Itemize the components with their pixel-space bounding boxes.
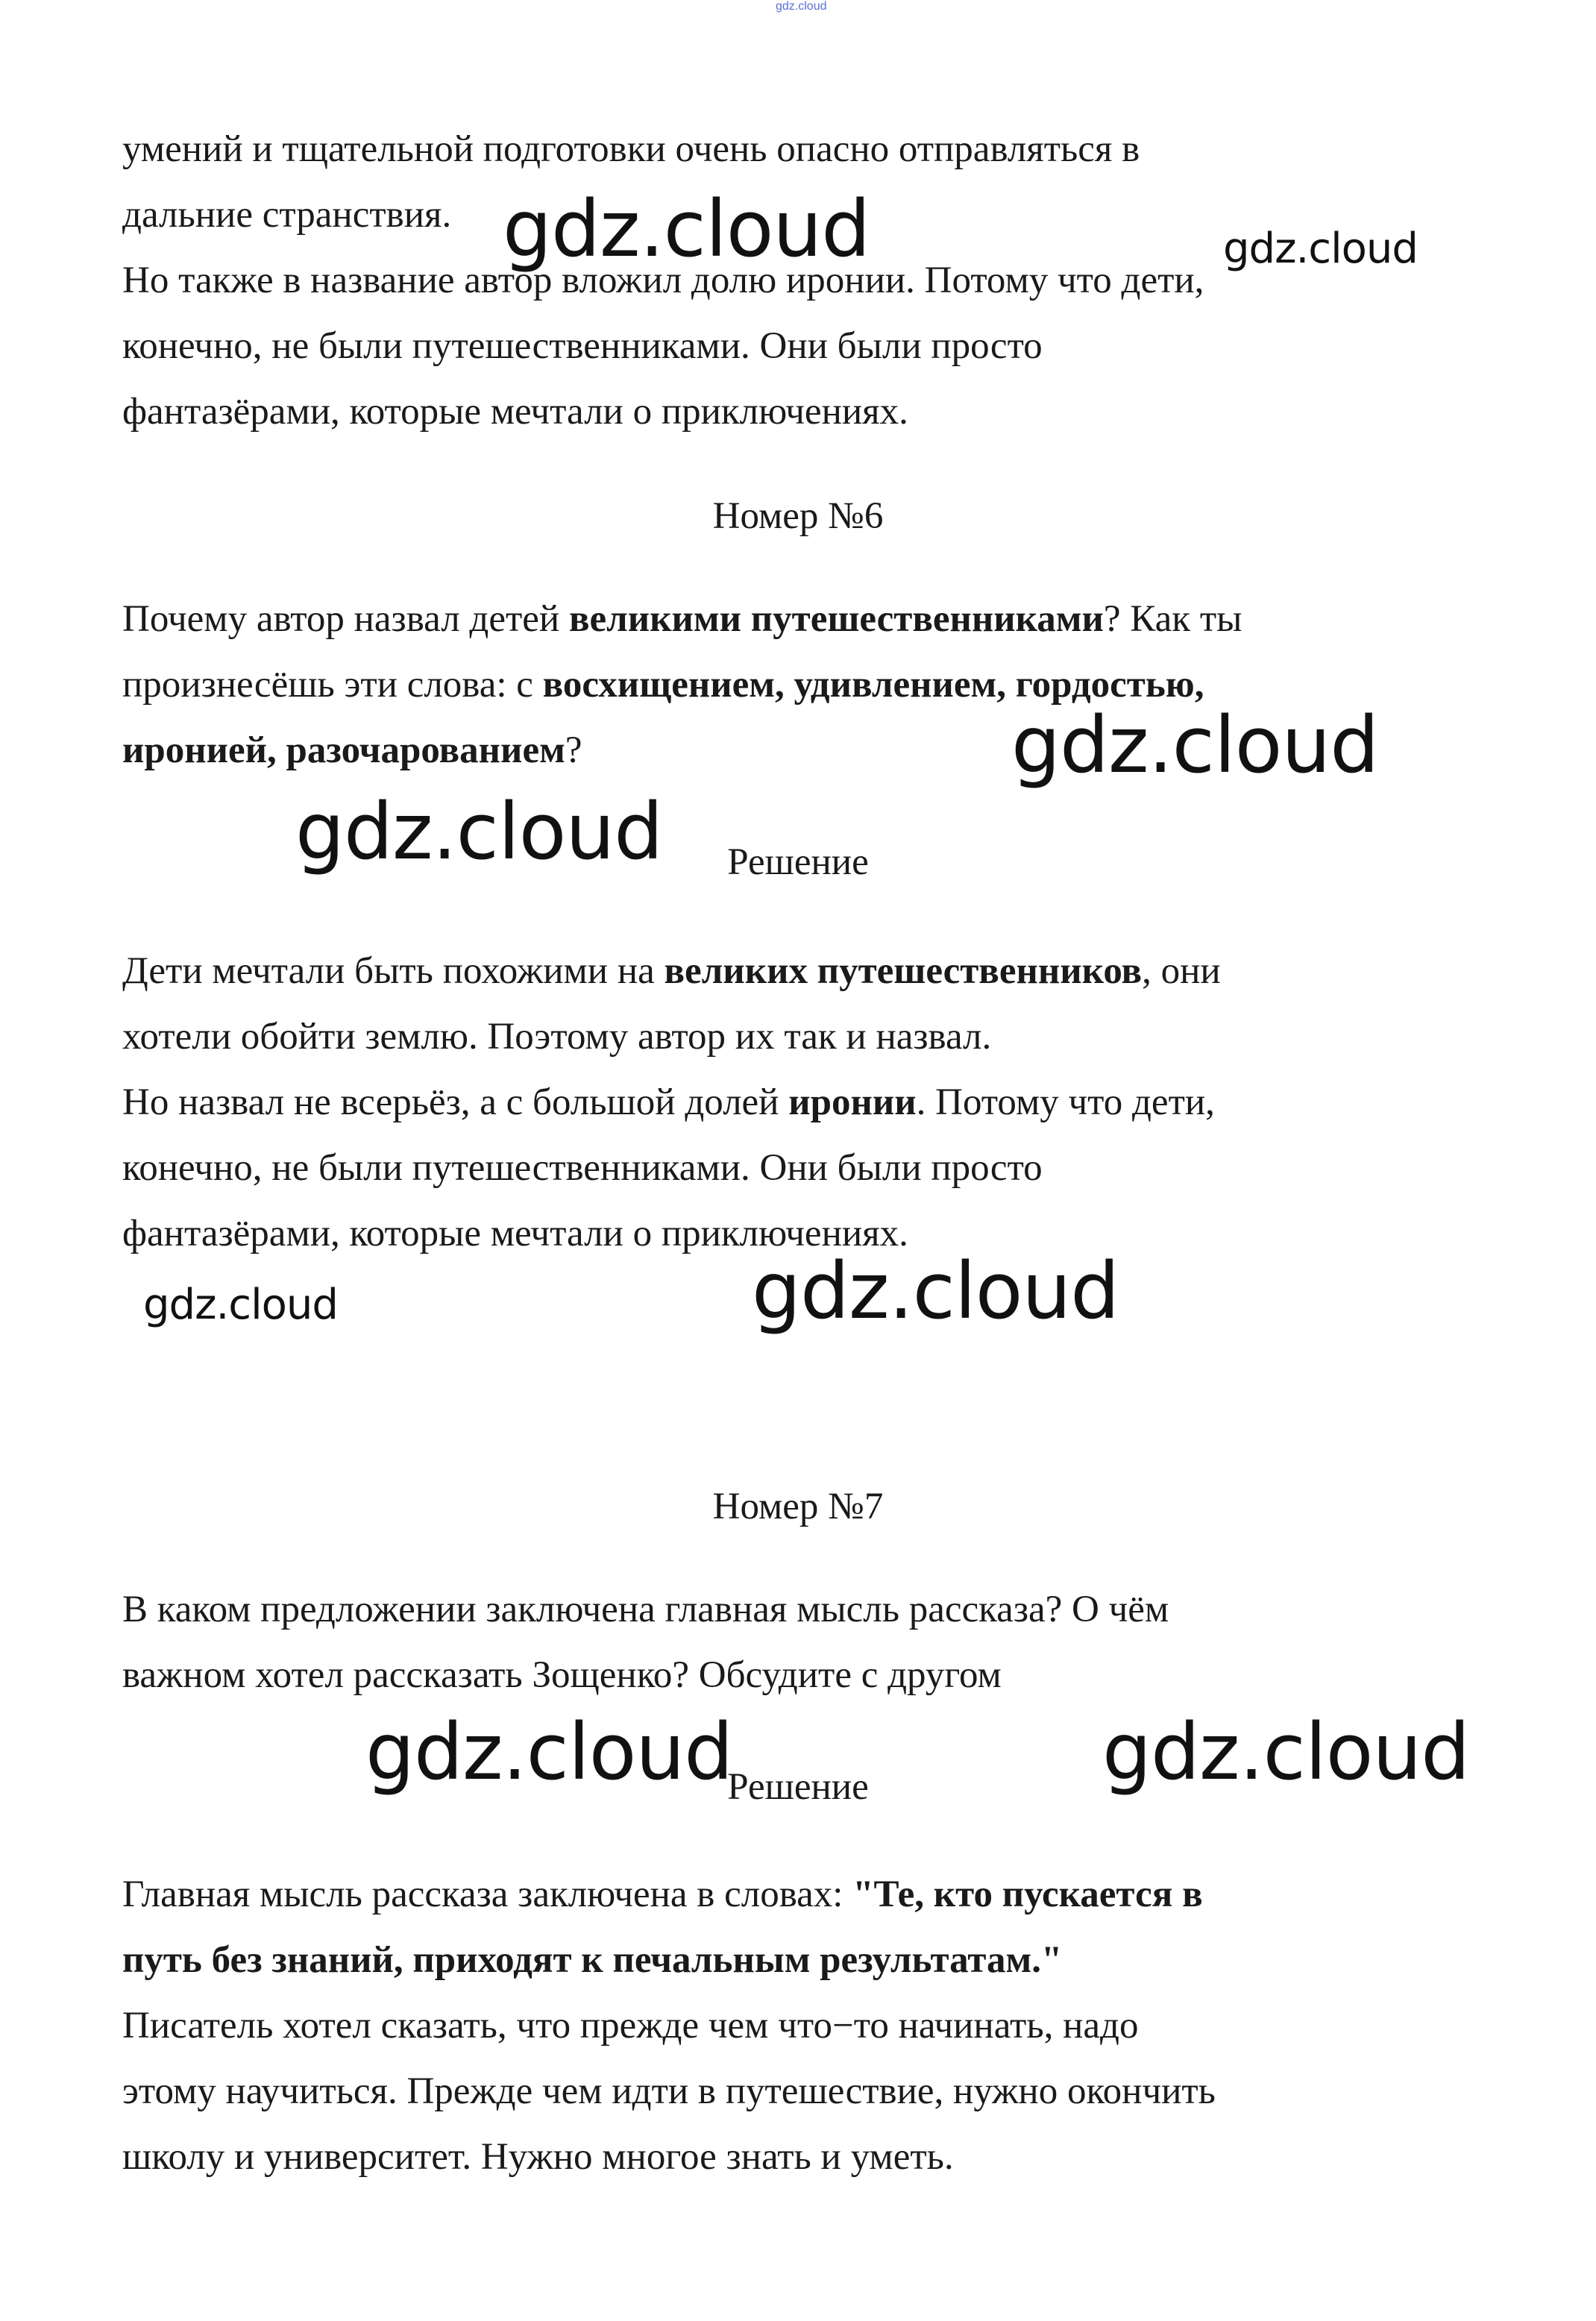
- task-7-answer-line-1: Главная мысль рассказа заключена в словах: "Те, кто пускается в: [122, 1874, 1203, 1915]
- task-6-question-line-3: иронией, разочарованием?: [122, 729, 582, 771]
- watermark: gdz.cloud: [752, 1246, 1119, 1337]
- intro-line-1: умений и тщательной подготовки очень опасно отправляться в: [122, 128, 1140, 170]
- task-6-answer-line-1: Дети мечтали быть похожими на великих путешественников, они: [122, 950, 1221, 992]
- intro-paragraph: [122, 116, 1480, 445]
- intro-line-4: конечно, не были путешественниками. Они были просто: [122, 325, 1043, 367]
- task-7-answer-line-4: этому научиться. Прежде чем идти в путешествие, нужно окончить: [122, 2070, 1216, 2112]
- task-6-question-line-1: Почему автор назвал детей великими путешественниками? Как ты: [122, 598, 1242, 640]
- intro-line-2: дальние странствия.: [122, 194, 452, 236]
- watermark: gdz.cloud: [143, 1281, 338, 1329]
- task-7-answer-line-3: Писатель хотел сказать, что прежде чем что−то начинать, надо: [122, 2005, 1139, 2047]
- intro-line-3: Но также в название автор вложил долю иронии. Потому что дети,: [122, 260, 1204, 301]
- watermark: gdz.cloud: [1102, 1706, 1470, 1797]
- task-7-answer-line-2: путь без знаний, приходят к печальным результатам.": [122, 1939, 1063, 1981]
- task-7-heading: Номер №7: [712, 1486, 884, 1527]
- watermark: gdz.cloud: [365, 1706, 733, 1797]
- task-6-question-line-2: произнесёшь эти слова: с восхищением, удивлением, гордостью,: [122, 664, 1204, 706]
- task-7-answer: [122, 1862, 1480, 2190]
- task-6-answer-line-5: фантазёрами, которые мечтали о приключениях.: [122, 1213, 908, 1254]
- task-7-solution-label: Решение: [727, 1766, 869, 1808]
- task-7-question: [122, 1577, 1480, 1708]
- task-6-answer: [122, 938, 1480, 1266]
- watermark: gdz.cloud: [503, 183, 870, 274]
- intro-line-5: фантазёрами, которые мечтали о приключениях.: [122, 391, 908, 433]
- task-6-answer-line-3: Но назвал не всерьёз, а с большой долей иронии. Потому что дети,: [122, 1081, 1215, 1123]
- task-6-answer-line-2: хотели обойти землю. Поэтому автор их так и назвал.: [122, 1016, 992, 1058]
- task-7-answer-line-5: школу и университет. Нужно многое знать и уметь.: [122, 2136, 954, 2178]
- task-7-question-line-1: В каком предложении заключена главная мысль рассказа? О чём: [122, 1589, 1169, 1630]
- watermark: gdz.cloud: [1011, 700, 1379, 791]
- task-7-question-line-2: важном хотел рассказать Зощенко? Обсудите с другом: [122, 1654, 1002, 1696]
- top-watermark: gdz.cloud: [776, 0, 827, 13]
- watermark: gdz.cloud: [295, 786, 663, 877]
- task-6-answer-line-4: конечно, не были путешественниками. Они были просто: [122, 1147, 1043, 1189]
- task-6-solution-label: Решение: [727, 841, 869, 883]
- task-6-heading: Номер №6: [712, 495, 884, 537]
- watermark: gdz.cloud: [1223, 224, 1418, 273]
